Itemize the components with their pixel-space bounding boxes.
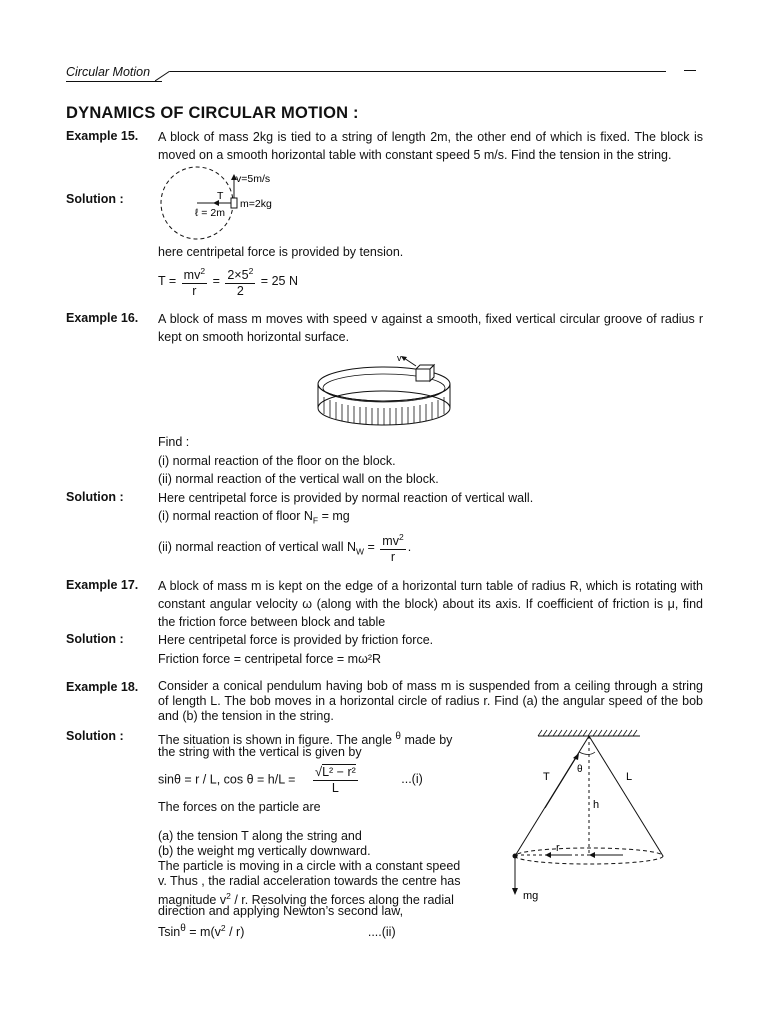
example-15-text: A block of mass 2kg is tied to a string of length 2m, the other end of which is fixed. The block is moved on a smooth horizontal table with constant speed 5 m/s. Find the tension in the string.	[158, 130, 703, 162]
fig18-L-label: L	[626, 771, 633, 783]
solution-18-line3: The forces on the particle are	[158, 800, 321, 814]
solution-17-label: Solution :	[66, 632, 124, 646]
section-header: Circular Motion	[66, 65, 151, 79]
solution-18-line2: the string with the vertical is given by	[158, 745, 362, 759]
header-rule-left	[66, 81, 162, 82]
fig18-mg-label: mg	[523, 890, 539, 902]
fig15-l-label: ℓ = 2m	[195, 207, 225, 219]
fig18-T-label: T	[543, 771, 550, 783]
fig16-v-label: v	[397, 353, 402, 363]
solution-18-para4: direction and applying Newton’s second law,	[158, 904, 404, 918]
figure-conical-pendulum	[505, 728, 665, 903]
solution-18-force-b: (b) the weight mg vertically downward.	[158, 844, 371, 858]
example-18-text: Consider a conical pendulum having bob of mass m is suspended from a ceiling through a string of length L. The bob moves in a horizontal circle of radius r. Find (a) the angular speed of the bob and (b) the tension in the string.	[158, 679, 703, 723]
example-16-find: Find :	[158, 435, 190, 449]
solution-18-para3: magnitude $v^2$ / r. Resolving the forces along the radial	[158, 891, 454, 908]
example-15-label: Example 15.	[66, 129, 139, 143]
solution-15-equation: T = $\frac{mv^2}{r}$ = $\frac{2\times 5^2}{2}$ = 25 N	[158, 266, 298, 299]
solution-16-line1: Here centripetal force is provided by normal reaction of vertical wall.	[158, 491, 534, 505]
page-title: DYNAMICS OF CIRCULAR MOTION :	[66, 104, 359, 122]
figure-block-circle	[155, 165, 295, 245]
solution-18-para2: v. Thus , the radial acceleration towards the centre has	[158, 874, 461, 888]
fig18-theta-label: θ	[577, 764, 583, 775]
solution-16-line2: (i) normal reaction of floor $N_F$ = mg	[158, 509, 350, 526]
fig15-T-label: T	[217, 190, 224, 202]
solution-16-line3: (ii) normal reaction of vertical wall $N_W$ = $\frac{mv^2}{r}$ .	[158, 532, 412, 565]
example-16-text: A block of mass m moves with speed v against a smooth, fixed vertical circular groove of radius r kept on smooth horizontal surface.	[158, 312, 703, 344]
example-18-label: Example 18.	[66, 680, 139, 694]
header-rule-right	[170, 71, 666, 72]
solution-18-eq2: $Tsin^\theta = m(v^2 / r)$ ....(ii)	[158, 923, 396, 940]
solution-18-line1: The situation is shown in figure. The angle $^\theta$ made by	[158, 731, 453, 748]
example-17-text: A block of mass m is kept on the edge of a horizontal turn table of radius R, which is rotating with constant angular velocity ω (along with the block) about its axis. If coefficient of friction is μ, find the friction force between block and table	[158, 579, 703, 629]
example-16-label: Example 16.	[66, 311, 139, 325]
solution-17-line1: Here centripetal force is provided by friction force.	[158, 633, 434, 647]
fig15-v-label: v=5m/s	[236, 173, 271, 185]
fig15-m-label: m=2kg	[240, 198, 272, 210]
solution-18-para1: The particle is moving in a circle with a constant speed	[158, 859, 461, 873]
solution-18-eq1: sinθ = r / L, cos θ = h/L = $\frac{\text{√L² − r²}}{L}$ ...(i)	[158, 764, 423, 795]
header-rule-slant	[155, 71, 173, 83]
solution-18-force-a: (a) the tension T along the string and	[158, 829, 362, 843]
example-16-item-ii: (ii) normal reaction of the vertical wall on the block.	[158, 472, 439, 486]
solution-16-label: Solution :	[66, 490, 124, 504]
fig18-r-label: r	[556, 842, 560, 854]
solution-15-label: Solution :	[66, 192, 124, 206]
example-17-label: Example 17.	[66, 578, 139, 592]
solution-15-line1: here centripetal force is provided by tension.	[158, 245, 404, 259]
example-16-item-i: (i) normal reaction of the floor on the block.	[158, 454, 396, 468]
solution-18-label: Solution :	[66, 729, 124, 743]
solution-17-line2: Friction force = centripetal force = mω²R	[158, 652, 382, 666]
fig18-h-label: h	[593, 799, 600, 811]
header-dash	[684, 70, 696, 71]
figure-circular-groove	[312, 350, 462, 430]
